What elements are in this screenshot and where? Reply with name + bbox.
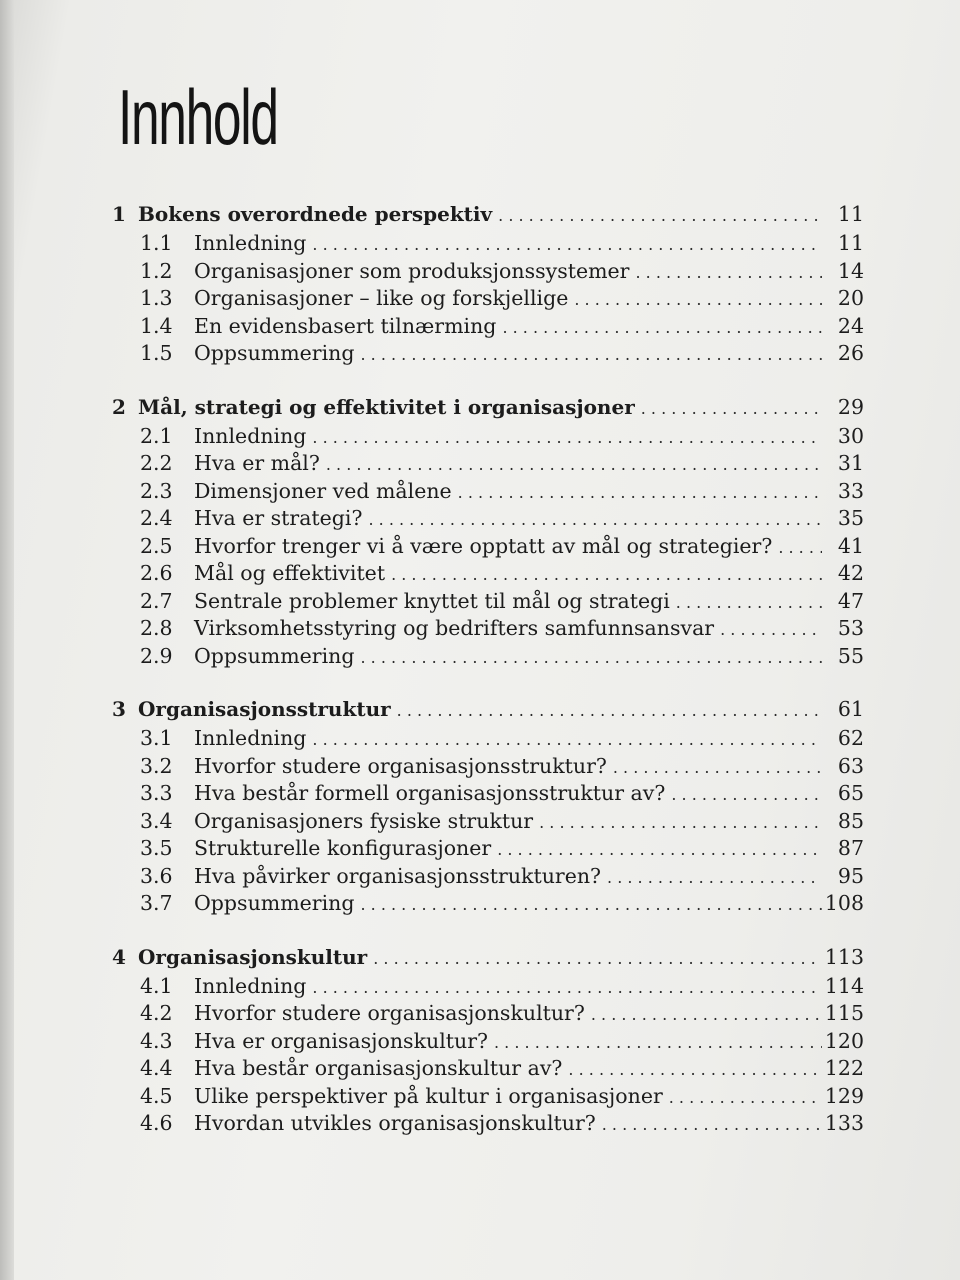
section-number: 2.1 <box>140 423 173 448</box>
dot-leader <box>568 1060 822 1079</box>
section-number: 4.4 <box>140 1056 173 1080</box>
dot-leader <box>591 1005 822 1024</box>
chapter-title: Organisasjonsstruktur <box>138 697 391 721</box>
toc-section-row <box>112 231 864 259</box>
section-number: 3.2 <box>140 753 173 778</box>
toc-chapter-heading <box>112 697 864 726</box>
section-page-number: 55 <box>837 643 864 668</box>
section-title: Innledning <box>194 231 307 255</box>
toc-section-row <box>112 534 864 562</box>
toc-chapter <box>112 945 864 1139</box>
section-page-number: 115 <box>824 1001 864 1025</box>
section-title: Oppsummering <box>194 643 355 668</box>
section-title: Oppsummering <box>194 341 355 365</box>
section-title: Hva består organisasjonskultur av? <box>194 1056 563 1080</box>
section-page-number: 35 <box>837 506 864 530</box>
toc-section-row <box>112 286 864 314</box>
toc-section-row <box>112 1056 864 1084</box>
dot-leader <box>539 813 822 832</box>
dot-leader <box>373 949 822 968</box>
chapter-title: Organisasjonskultur <box>138 944 368 969</box>
toc-section-row <box>112 836 864 864</box>
dot-leader <box>676 593 822 612</box>
chapter-page-number: 61 <box>837 697 864 721</box>
toc-section-row <box>112 451 864 479</box>
toc-section-row <box>112 1001 864 1029</box>
page-title: Innhold <box>118 73 278 161</box>
section-title: Hva er mål? <box>194 451 320 475</box>
dot-leader <box>360 345 822 364</box>
toc-chapter <box>112 395 864 672</box>
section-page-number: 26 <box>837 341 864 365</box>
dot-leader <box>607 868 822 887</box>
section-page-number: 11 <box>837 231 864 255</box>
section-title: Organisasjoners fysiske struktur <box>194 808 534 833</box>
chapter-title: Bokens overordnede perspektiv <box>138 202 493 226</box>
section-title: Ulike perspektiver på kultur i organisasjoner <box>194 1083 663 1108</box>
dot-leader <box>497 840 822 859</box>
dot-leader <box>494 1033 822 1052</box>
section-page-number: 14 <box>837 258 864 283</box>
dot-leader <box>368 510 822 529</box>
dot-leader <box>635 263 822 282</box>
dot-leader <box>502 318 822 337</box>
toc-section-row <box>112 644 864 672</box>
toc-section-row <box>112 1084 864 1112</box>
section-page-number: 65 <box>837 781 864 805</box>
dot-leader <box>671 785 822 804</box>
section-number: 3.6 <box>140 863 173 888</box>
section-page-number: 41 <box>837 533 864 558</box>
dot-leader <box>778 538 822 557</box>
section-number: 1.2 <box>140 258 173 283</box>
section-number: 4.2 <box>140 1001 173 1025</box>
section-title: Hvorfor studere organisasjonskultur? <box>194 1001 585 1025</box>
section-title: Virksomhetsstyring og bedrifters samfunnsansvar <box>194 616 715 640</box>
section-title: Strukturelle konfigurasjoner <box>194 836 492 860</box>
section-page-number: 108 <box>824 891 864 915</box>
section-number: 2.9 <box>140 643 173 668</box>
section-number: 4.3 <box>140 1028 173 1053</box>
toc-section-row <box>112 1111 864 1139</box>
dot-leader <box>360 895 822 914</box>
toc-section-row <box>112 314 864 342</box>
section-page-number: 47 <box>837 588 864 613</box>
dot-leader <box>574 290 822 309</box>
toc-chapter-heading <box>112 202 864 231</box>
section-number: 4.5 <box>140 1083 173 1108</box>
section-page-number: 30 <box>837 423 864 448</box>
chapter-page-number: 29 <box>837 394 864 419</box>
section-title: Dimensjoner ved målene <box>194 478 452 503</box>
section-title: Hva består formell organisasjonsstruktur av? <box>194 781 666 805</box>
dot-leader <box>613 758 822 777</box>
toc-section-row <box>112 1029 864 1057</box>
chapter-number: 1 <box>112 202 126 226</box>
chapter-number: 4 <box>112 944 126 969</box>
toc-section-row <box>112 891 864 919</box>
toc-section-row <box>112 506 864 534</box>
page-binding-edge <box>0 0 14 1280</box>
dot-leader <box>326 455 822 474</box>
table-of-contents <box>112 202 864 1165</box>
section-number: 2.3 <box>140 478 173 503</box>
section-title: Innledning <box>194 423 307 448</box>
section-number: 3.7 <box>140 891 173 915</box>
section-number: 2.7 <box>140 588 173 613</box>
toc-section-row <box>112 726 864 754</box>
dot-leader <box>312 235 822 254</box>
toc-section-row <box>112 589 864 617</box>
toc-chapter-heading <box>112 395 864 424</box>
section-page-number: 87 <box>837 836 864 860</box>
section-title: Hvorfor trenger vi å være opptatt av mål og strategier? <box>194 533 773 558</box>
toc-chapter <box>112 697 864 919</box>
section-page-number: 95 <box>837 863 864 888</box>
section-number: 3.5 <box>140 836 173 860</box>
section-page-number: 114 <box>824 973 864 998</box>
toc-section-row <box>112 781 864 809</box>
section-title: Innledning <box>194 973 307 998</box>
section-title: Oppsummering <box>194 891 355 915</box>
section-title: Hva påvirker organisasjonsstrukturen? <box>194 863 602 888</box>
section-page-number: 31 <box>837 451 864 475</box>
toc-chapter-heading <box>112 945 864 974</box>
chapter-number: 3 <box>112 697 126 721</box>
chapter-page-number: 113 <box>824 944 864 969</box>
toc-section-row <box>112 754 864 782</box>
section-title: Hva er organisasjonskultur? <box>194 1028 488 1053</box>
toc-section-row <box>112 561 864 589</box>
section-number: 2.6 <box>140 561 173 585</box>
dot-leader <box>458 483 822 502</box>
section-title: Hvorfor studere organisasjonsstruktur? <box>194 753 607 778</box>
toc-section-row <box>112 341 864 369</box>
section-number: 4.1 <box>140 973 173 998</box>
toc-section-row <box>112 864 864 892</box>
section-title: Sentrale problemer knyttet til mål og strategi <box>194 588 670 613</box>
dot-leader <box>397 701 822 720</box>
section-number: 1.1 <box>140 231 173 255</box>
dot-leader <box>498 206 822 225</box>
section-number: 3.4 <box>140 808 173 833</box>
section-number: 2.5 <box>140 533 173 558</box>
dot-leader <box>360 648 822 667</box>
dot-leader <box>391 565 822 584</box>
toc-chapter <box>112 202 864 369</box>
dot-leader <box>641 399 822 418</box>
toc-section-row <box>112 424 864 452</box>
section-page-number: 133 <box>824 1111 864 1135</box>
section-page-number: 63 <box>837 753 864 778</box>
chapter-title: Mål, strategi og effektivitet i organisasjoner <box>138 394 635 419</box>
section-number: 1.5 <box>140 341 173 365</box>
section-page-number: 120 <box>824 1028 864 1053</box>
section-number: 1.4 <box>140 313 173 338</box>
dot-leader <box>312 730 822 749</box>
section-title: Organisasjoner – like og forskjellige <box>194 286 569 310</box>
toc-section-row <box>112 616 864 644</box>
chapter-page-number: 11 <box>837 202 864 226</box>
section-page-number: 62 <box>837 726 864 750</box>
toc-section-row <box>112 259 864 287</box>
dot-leader <box>669 1088 822 1107</box>
toc-section-row <box>112 974 864 1002</box>
toc-section-row <box>112 479 864 507</box>
dot-leader <box>312 428 822 447</box>
chapter-number: 2 <box>112 394 126 419</box>
section-page-number: 20 <box>837 286 864 310</box>
section-number: 3.1 <box>140 726 173 750</box>
section-page-number: 42 <box>837 561 864 585</box>
section-number: 4.6 <box>140 1111 173 1135</box>
toc-section-row <box>112 809 864 837</box>
section-title: Organisasjoner som produksjonssystemer <box>194 258 630 283</box>
section-page-number: 129 <box>824 1083 864 1108</box>
dot-leader <box>602 1115 822 1134</box>
section-number: 2.4 <box>140 506 173 530</box>
section-page-number: 24 <box>837 313 864 338</box>
section-page-number: 33 <box>837 478 864 503</box>
section-number: 1.3 <box>140 286 173 310</box>
section-number: 2.2 <box>140 451 173 475</box>
section-title: Hva er strategi? <box>194 506 363 530</box>
section-number: 3.3 <box>140 781 173 805</box>
dot-leader <box>720 620 822 639</box>
section-title: En evidensbasert tilnærming <box>194 313 497 338</box>
section-page-number: 122 <box>824 1056 864 1080</box>
section-number: 2.8 <box>140 616 173 640</box>
section-page-number: 85 <box>837 808 864 833</box>
dot-leader <box>312 978 822 997</box>
section-title: Mål og effektivitet <box>194 561 386 585</box>
section-title: Innledning <box>194 726 307 750</box>
section-title: Hvordan utvikles organisasjonskultur? <box>194 1111 596 1135</box>
section-page-number: 53 <box>837 616 864 640</box>
